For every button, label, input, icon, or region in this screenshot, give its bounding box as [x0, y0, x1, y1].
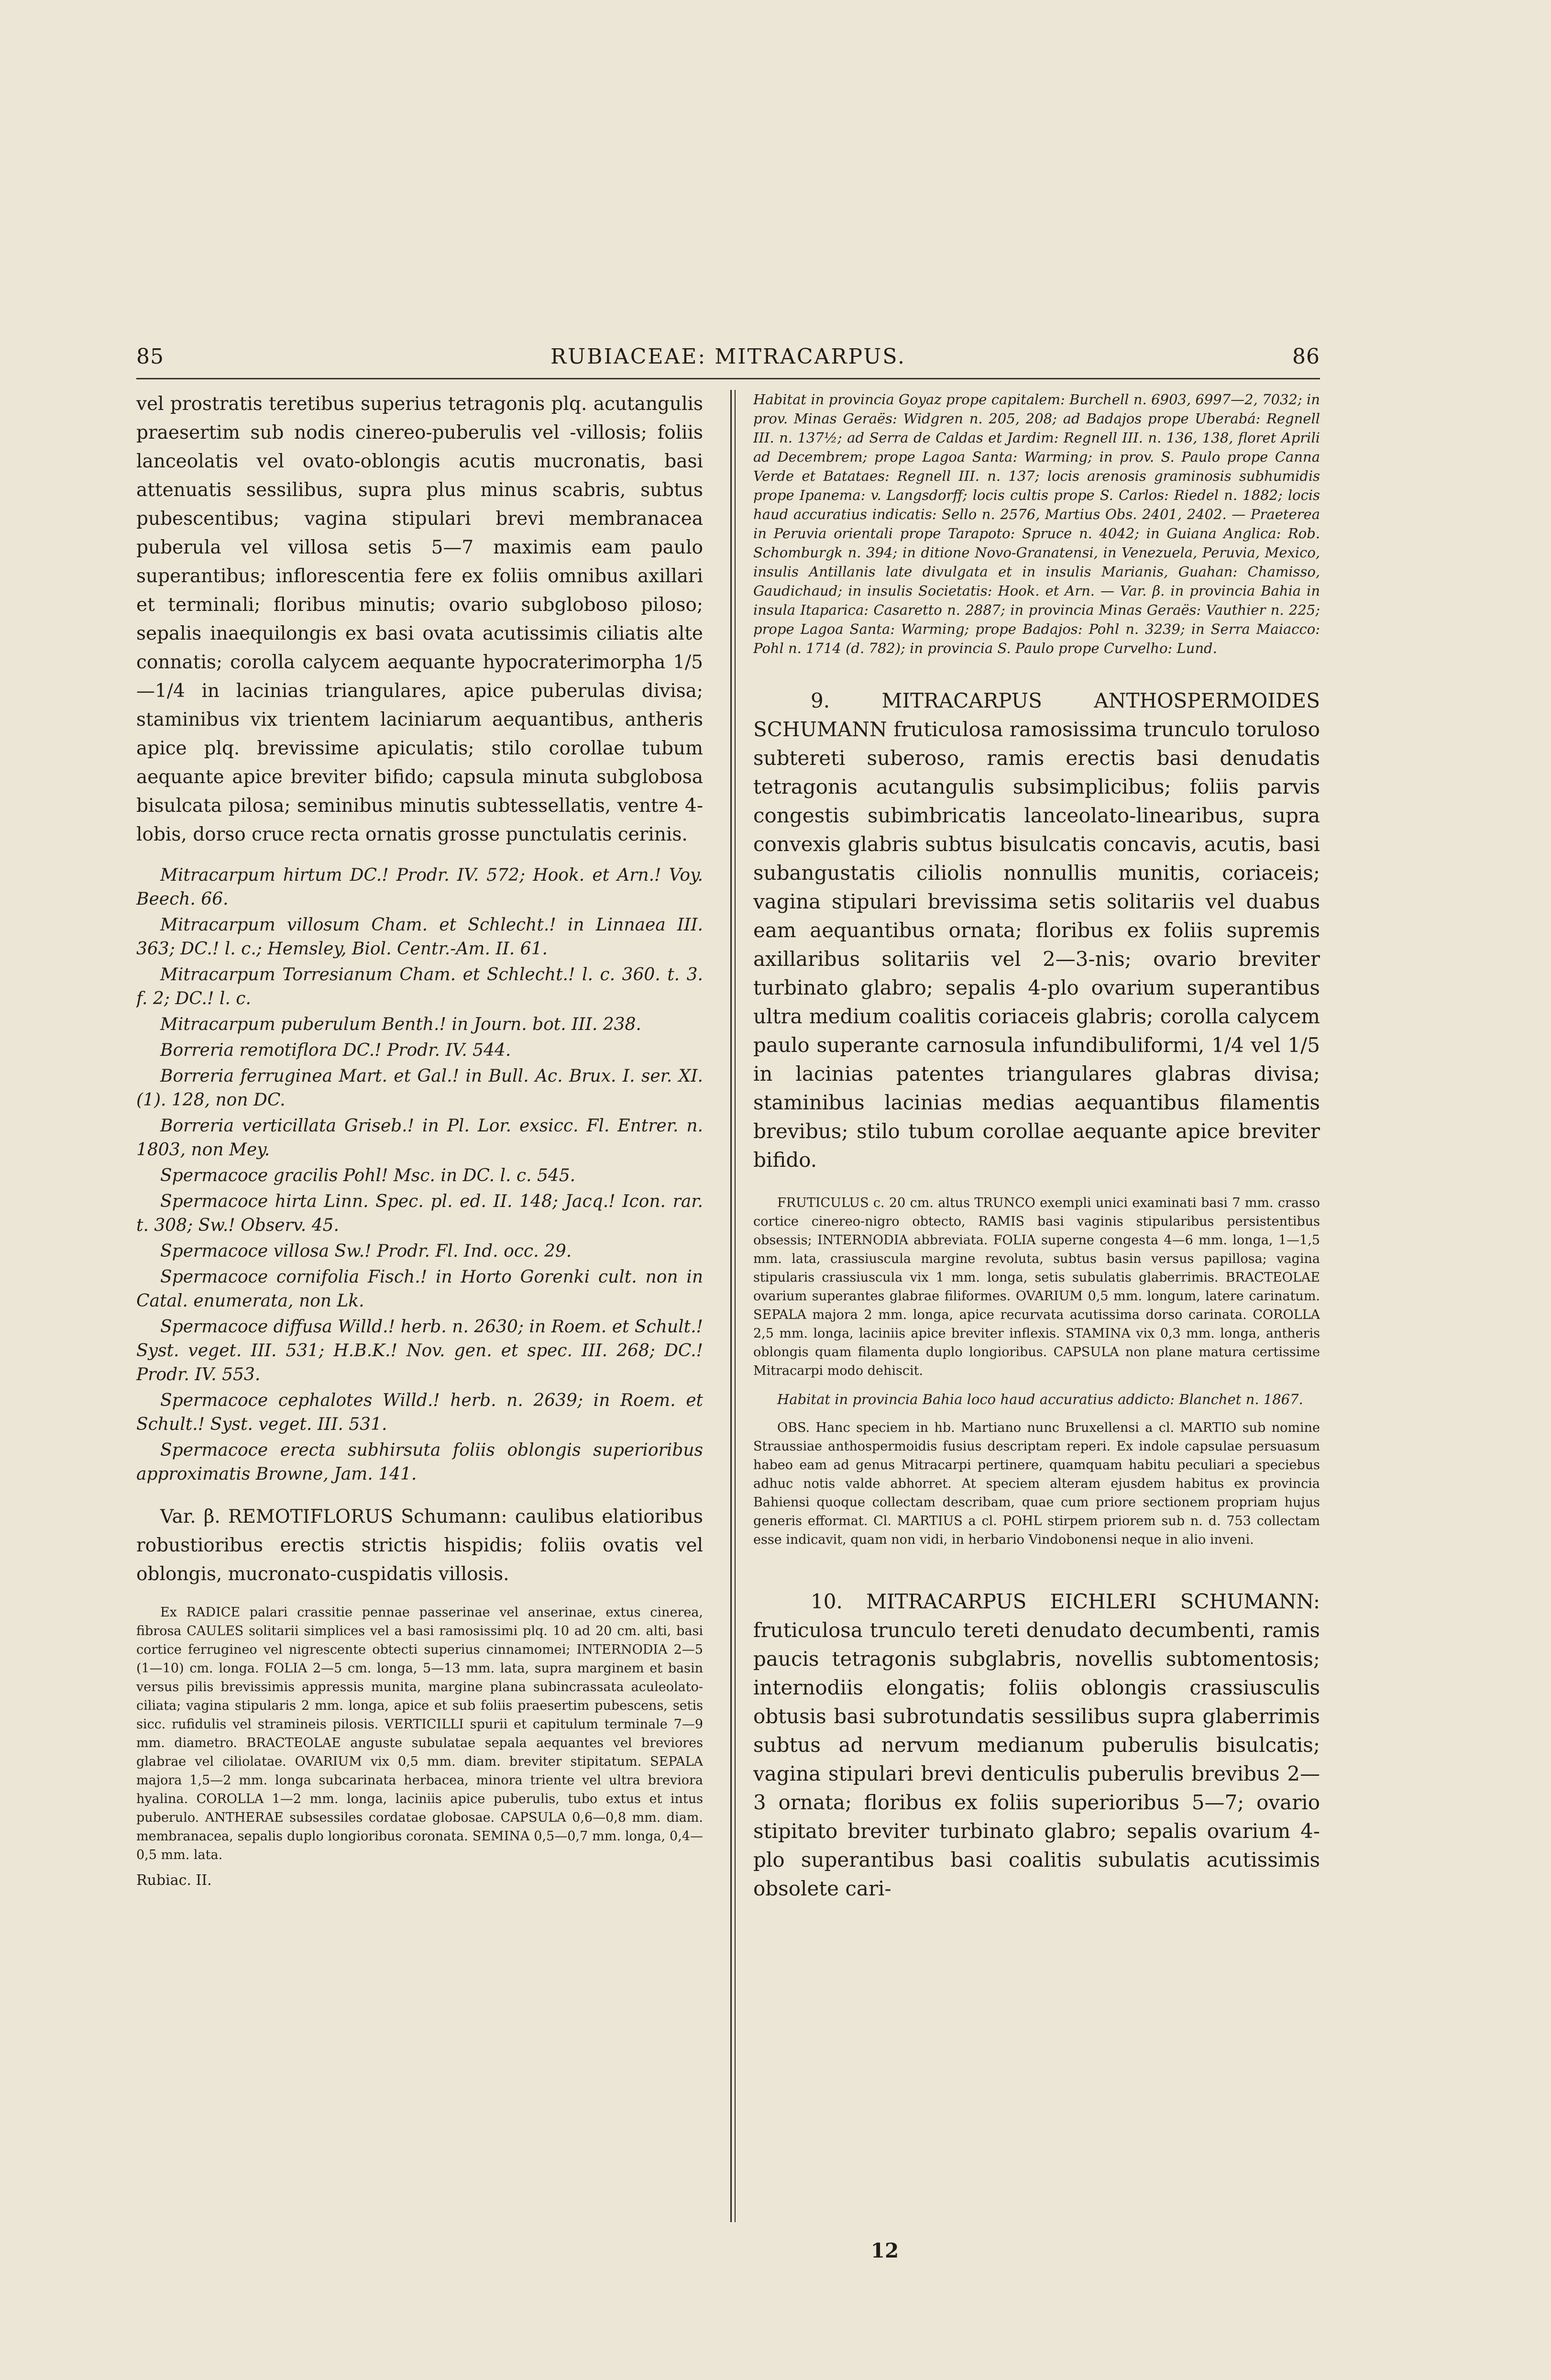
habitat-paragraph: Habitat in provincia Goyaz prope capitalem: Burchell n. 6903, 6997—2, 7032; in prov. Minas Geraës: Widgren n. 205, 208; ad Badajos prope Uberabá: Regnell III. n. 137½; ad Serra de Caldas et Jardim: Regnell III. n. 136, 138, floret Aprili ad Decembrem; prope Lagoa Santa: Warming; in prov. S. Paulo prope Canna Verde et Batataes: Regnell III. n. 137; locis arenosis graminosis subhumidis prope Ipanema: v. Langsdorff; locis cultis prope S. Carlos: Riedel n. 1882; locis haud accuratius indicatis: Sello n. 2576, Martius Obs. 2401, 2402. — Praeterea in Peruvia orientali prope Tarapoto: Spruce n. 4042; in Guiana Anglica: Rob. Schomburgk n. 394; in ditione Novo-Granatensi, in Venezuela, Peruvia, Mexico, insulis Antillanis late divulgata et in insulis Marianis, Guahan: Chamisso, Gaudichaud; in insulis Societatis: Hook. et Arn. — Var. β. in provincia Bahia in insula Itaparica: Casaretto n. 2887; in provincia Minas Geraës: Vauthier n. 225; prope Lagoa Santa: Warming; prope Badajos: Pohl n. 3239; in Serra Maiacco: Pohl n. 1714 (d. 782); in provincia S. Paulo prope Curvelho: Lund. — [753, 391, 1320, 656]
synonym-ref: Borreria ferruginea Mart. et Gal.! in Bull. Ac. Brux. I. ser. XI. (1). 128, non DC. — [136, 1066, 703, 1110]
header-rule — [136, 378, 1320, 379]
detailed-description: Ex RADICE palari crassitie pennae passerinae vel anserinae, extus cinerea, fibrosa CAULES solitarii simplices vel a basi ramosissimi plq. 10 ad 20 cm. alti, basi cortice ferrugineo vel nigrescente obtecti superius cinnamomei; INTERNODIA 2—5 (1—10) cm. longa. FOLIA 2—5 cm. longa, 5—13 mm. lata, supra marginem et basin versus pilis brevissimis appressis munita, margine plana subincrassata aculeolato-ciliata; vagina stipularis 2 mm. longa, apice et sub foliis praesertim pubescens, setis sicc. rufidulis vel stramineis pilosis. VERTICILLI spurii et capitulum terminale 7—9 mm. diametro. BRACTEOLAE anguste subulatae sepala aequantes vel breviores glabrae vel ciliolatae. OVARIUM vix 0,5 mm. diam. breviter stipitatum. SEPALA majora 1,5—2 mm. longa subcarinata herbacea, minora triente vel ultra breviora hyalina. COROLLA 1—2 mm. longa, laciniis apice puberulis, tubo extus et intus puberulo. ANTHERAE subsessiles cordatae globosae. CAPSULA 0,6—0,8 mm. diam. membranacea, sepalis duplo longioribus coronata. SEMINA 0,5—0,7 mm. longa, 0,4—0,5 mm. lata. — [136, 1605, 703, 1862]
left-column — [136, 390, 703, 2318]
synonym-ref: Spermacoce villosa Sw.! Prodr. Fl. Ind. occ. 29. — [160, 1241, 572, 1261]
synonym-ref: Spermacoce hirta Linn. Spec. pl. ed. II. 148; Jacq.! Icon. rar. t. 308; Sw.! Observ. 45. — [136, 1192, 703, 1235]
page-number-right: 86 — [1292, 344, 1320, 369]
page-number-left: 85 — [136, 344, 164, 369]
species-10-heading: 10. MITRACARPUS EICHLERI SCHUMANN: fruticulosa trunculo tereti denudato decumbenti, ramis paucis tetragonis subglabris, novellis subtomentosis; internodiis elongatis; foliis oblongis crassiusculis obtusis basi subrotundatis sessilibus supra glaberrimis subtus ad nervum medianum puberulis bisulcatis; vagina stipulari brevi denticulis puberulis brevibus 2—3 ornata; floribus ex foliis superioribus 5—7; ovario stipitato breviter turbinato glabro; sepalis ovarium 4-plo superantibus basi coalitis subulatis acutissimis obsolete cari- — [753, 1590, 1320, 1900]
signature-mark: 12 — [870, 2239, 899, 2262]
synonym-ref: Borreria verticillata Griseb.! in Pl. Lor. exsicc. Fl. Entrer. n. 1803, non Mey. — [136, 1116, 703, 1160]
species-9-details: FRUTICULUS c. 20 cm. altus TRUNCO exempli unici examinati basi 7 mm. crasso cortice cinereo-nigro obtecto, RAMIS basi vaginis stipularibus persistentibus obsessis; INTERNODIA abbreviata. FOLIA superne congesta 4—6 mm. longa, 1—1,5 mm. lata, crassiuscula margine revoluta, subtus basin versus papillosa; vagina stipularis crassiuscula vix 1 mm. longa, setis subulatis glaberrimis. BRACTEOLAE ovarium superantes glabrae filiformes. OVARIUM 0,5 mm. longum, latere carinatum. SEPALA majora 2 mm. longa, apice recurvata acutissima dorso carinata. COROLLA 2,5 mm. longa, laciniis apice breviter inflexis. STAMINA vix 0,3 mm. longa, antheris oblongis quam filamenta duplo longioribus. CAPSULA non plane matura certissime Mitracarpi modo dehiscit. — [753, 1196, 1320, 1378]
synonym-ref: Spermacoce gracilis Pohl! Msc. in DC. l. c. 545. — [160, 1166, 576, 1185]
right-column — [753, 390, 1320, 2318]
synonym-ref: Borreria remotiflora DC.! Prodr. IV. 544. — [160, 1041, 511, 1060]
species-9-heading: 9. MITRACARPUS ANTHOSPERMOIDES SCHUMANN fruticulosa ramosissima trunculo toruloso subtereti suberoso, ramis erectis basi denudatis tetragonis acutangulis subsimplicibus; foliis parvis congestis subimbricatis lanceolato-linearibus, supra convexis glabris subtus bisulcatis concavis, acutis, basi subangustatis ciliolis nonnullis munitis, coriaceis; vagina stipulari brevissima setis solitariis vel duabus eam aequantibus ornata; floribus ex foliis supremis axillaribus solitariis vel 2—3-nis; ovario breviter turbinato glabro; sepalis 4-plo ovarium superantibus ultra medium coalitis coriaceis glabris; corolla calycem paulo superante carnosula infundibuliformi, 1/4 vel 1/5 in lacinias patentes triangulares glabras divisa; staminibus lacinias medias aequantibus filamentis brevibus; stilo tubum corollae aequante apice breviter bifido. — [753, 689, 1320, 1172]
synonym-ref: Mitracarpum villosum Cham. et Schlecht.! in Linnaea III. 363; DC.! l. c.; Hemsley, Biol. Centr.-Am. II. 61. — [136, 915, 703, 959]
running-title: RUBIACEAE: MITRACARPUS. — [550, 344, 906, 369]
synonym-ref: Mitracarpum Torresianum Cham. et Schlecht.! l. c. 360. t. 3. f. 2; DC.! l. c. — [136, 965, 703, 1008]
synonym-ref: Spermacoce cephalotes Willd.! herb. n. 2639; in Roem. et Schult.! Syst. veget. III. 531. — [136, 1391, 703, 1434]
synonym-ref: Mitracarpum hirtum DC.! Prodr. IV. 572; Hook. et Arn.! Voy. Beech. 66. — [136, 865, 703, 909]
column-divider-secondary — [735, 390, 736, 2222]
page-header — [136, 344, 1320, 378]
species-9-observation: OBS. Hanc speciem in hb. Martiano nunc Bruxellensi a cl. MARTIO sub nomine Straussiae anthospermoidis fusius descriptam reperi. Ex indole capsulae persuasum habeo eam ad genus Mitracarpi pertinere, quamquam habitu peculiari a speciebus adhuc notis valde abhorret. At speciem alteram ejusdem habitus ex provincia Bahiensi quoque collectam describam, quae cum priore sectionem propriam hujus generis efformat. Cl. MARTIUS a cl. POHL stirpem priorem sub n. d. 753 collectam esse indicavit, quam non vidi, in herbario Vindobonensi neque in alio inveni. — [753, 1420, 1320, 1547]
synonym-ref: Mitracarpum puberulum Benth.! in Journ. bot. III. 238. — [160, 1015, 641, 1034]
species-description: vel prostratis teretibus superius tetragonis plq. acutangulis praesertim sub nodis cinereo-puberulis vel -villosis; foliis lanceolatis vel ovato-oblongis acutis mucronatis, basi attenuatis sessilibus, supra plus minus scabris, subtus pubescentibus; vagina stipulari brevi membranacea puberula vel villosa setis 5—7 maximis eam paulo superantibus; inflorescentia fere ex foliis omnibus axillari et terminali; floribus minutis; ovario subgloboso piloso; sepalis inaequilongis ex basi ovata acutissimis ciliatis alte connatis; corolla calycem aequante hypocraterimorpha 1/5—1/4 in lacinias triangulares, apice puberulas divisa; staminibus vix trientem laciniarum aequantibus, antheris apice plq. brevissime apiculatis; stilo corollae tubum aequante apice breviter bifido; capsula minuta subglobosa bisulcata pilosa; seminibus minutis subtessellatis, ventre 4-lobis, dorso cruce recta ornatis grosse punctulatis cerinis. — [136, 393, 703, 845]
footer-signature: Rubiac. II. — [136, 1872, 212, 1889]
synonym-ref: Spermacoce cornifolia Fisch.! in Horto Gorenki cult. non in Catal. enumerata, non Lk. — [136, 1267, 703, 1311]
synonym-list — [136, 863, 703, 1486]
synonym-ref: Spermacoce diffusa Willd.! herb. n. 2630; in Roem. et Schult.! Syst. veget. III. 531; H.B.K.! Nov. gen. et spec. III. 268; DC.! Prodr. IV. 553. — [136, 1317, 703, 1384]
synonym-ref: Spermacoce erecta subhirsuta foliis oblongis superioribus approximatis Browne, Jam. 141. — [136, 1440, 703, 1484]
variety-beta: Var. β. REMOTIFLORUS Schumann: caulibus elatioribus robustioribus erectis strictis hispidis; foliis ovatis vel oblongis, mucronato-cuspidatis villosis. — [136, 1506, 703, 1585]
species-9-habitat: Habitat in provincia Bahia loco haud accuratius addicto: Blanchet n. 1867. — [777, 1391, 1303, 1407]
column-divider — [730, 390, 732, 2222]
